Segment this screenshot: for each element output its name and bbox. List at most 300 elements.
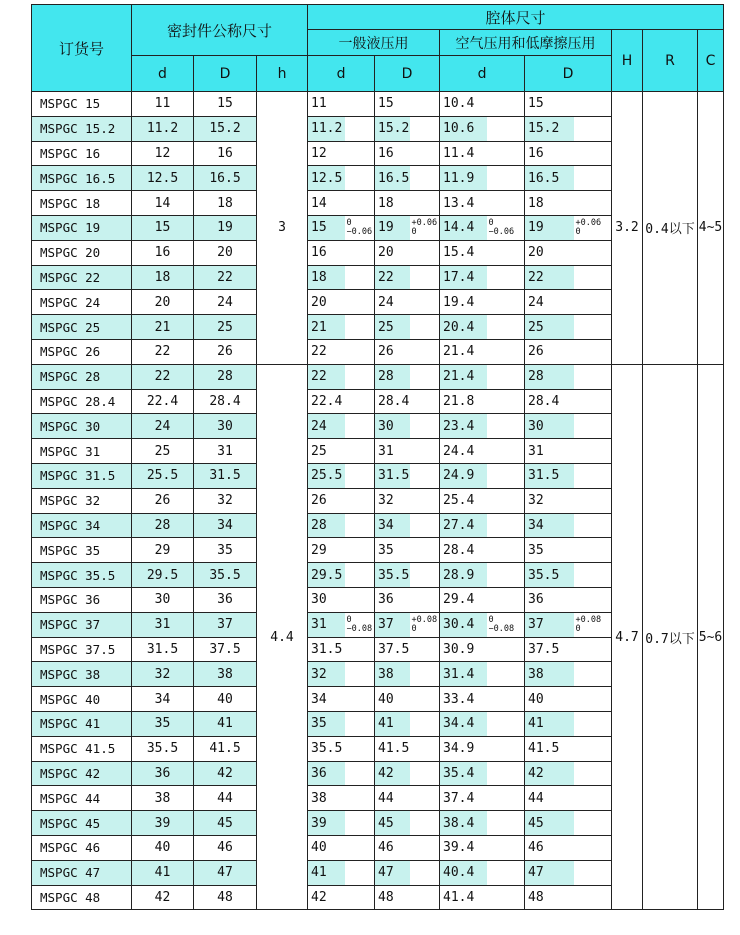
pneumatic-d-tolerance-cell xyxy=(487,687,525,712)
order-number-cell: MSPGC 47 xyxy=(32,860,132,885)
hydraulic-D-cell: 45 xyxy=(375,811,410,836)
pneumatic-D-tolerance-cell xyxy=(574,687,612,712)
pneumatic-d-cell: 17.4 xyxy=(440,265,487,290)
pneumatic-d-cell: 37.4 xyxy=(440,786,487,811)
seal-D-header: D xyxy=(194,56,257,92)
hydraulic-D-cell: 15.2 xyxy=(375,116,410,141)
pneumatic-d-cell: 30.9 xyxy=(440,637,487,662)
hydraulic-d-tolerance-cell xyxy=(345,191,375,216)
hydraulic-D-cell: 15 xyxy=(375,92,410,117)
order-number-cell: MSPGC 48 xyxy=(32,885,132,910)
seal-d-cell: 12 xyxy=(132,141,194,166)
tolerance-lower: 0 xyxy=(411,226,417,237)
seal-d-cell: 29.5 xyxy=(132,563,194,588)
pneumatic-d-cell: 10.4 xyxy=(440,92,487,117)
hydraulic-D-tolerance-cell xyxy=(410,265,440,290)
hydraulic-d-cell: 18 xyxy=(308,265,345,290)
hydraulic-d-tolerance-cell xyxy=(345,240,375,265)
pneumatic-D-cell: 42 xyxy=(525,761,574,786)
tolerance-lower: 0 xyxy=(575,623,581,634)
pneumatic-d-cell: 25.4 xyxy=(440,488,487,513)
seal-d-cell: 31.5 xyxy=(132,637,194,662)
seal-D-cell: 28.4 xyxy=(194,389,257,414)
hydraulic-D-tolerance-cell xyxy=(410,463,440,488)
order-number-cell: MSPGC 41.5 xyxy=(32,736,132,761)
general-hydraulic-header: 一般液压用 xyxy=(308,30,440,56)
pneumatic-d-cell: 34.9 xyxy=(440,736,487,761)
pneumatic-D-cell: 35.5 xyxy=(525,563,574,588)
seal-d-cell: 21 xyxy=(132,315,194,340)
seal-d-cell: 11.2 xyxy=(132,116,194,141)
hydraulic-D-cell: 40 xyxy=(375,687,410,712)
seal-D-cell: 25 xyxy=(194,315,257,340)
pneumatic-d-tolerance-cell xyxy=(487,662,525,687)
hydraulic-D-tolerance-cell xyxy=(410,240,440,265)
seal-d-cell: 20 xyxy=(132,290,194,315)
hydraulic-D-cell: 37.5 xyxy=(375,637,410,662)
pneumatic-d-tolerance-cell xyxy=(487,166,525,191)
hydraulic-d-cell: 11.2 xyxy=(308,116,345,141)
hydraulic-d-tolerance-cell xyxy=(345,811,375,836)
pneumatic-D-cell: 30 xyxy=(525,414,574,439)
order-number-cell: MSPGC 28.4 xyxy=(32,389,132,414)
hydraulic-d-cell: 22 xyxy=(308,339,345,364)
pneumatic-D-cell: 28.4 xyxy=(525,389,574,414)
hydraulic-D-tolerance-cell xyxy=(410,364,440,389)
seal-D-cell: 32 xyxy=(194,488,257,513)
hydraulic-d-tolerance-cell xyxy=(345,513,375,538)
hydraulic-D-tolerance-cell xyxy=(410,339,440,364)
pneumatic-D-tolerance-cell xyxy=(574,414,612,439)
hydraulic-D-cell: 48 xyxy=(375,885,410,910)
pneumatic-D-tolerance-cell xyxy=(574,191,612,216)
pneumatic-d-tolerance-cell xyxy=(487,463,525,488)
seal-D-cell: 28 xyxy=(194,364,257,389)
pneumatic-d-tolerance-cell xyxy=(487,141,525,166)
hydraulic-d-tolerance-cell xyxy=(345,687,375,712)
seal-D-cell: 41 xyxy=(194,711,257,736)
hydraulic-D-tolerance-cell xyxy=(410,116,440,141)
hydraulic-d-tolerance-cell xyxy=(345,488,375,513)
pneumatic-D-cell: 38 xyxy=(525,662,574,687)
table-row xyxy=(32,364,724,389)
hydraulic-D-cell: 44 xyxy=(375,786,410,811)
hydraulic-d-cell: 25.5 xyxy=(308,463,345,488)
pneumatic-D-cell: 28 xyxy=(525,364,574,389)
pneumatic-D-tolerance-cell xyxy=(574,736,612,761)
pneumatic-d-tolerance-cell xyxy=(487,92,525,117)
pneumatic-D-tolerance-cell xyxy=(574,761,612,786)
cavity-H-cell: 3.2 xyxy=(612,92,643,365)
hydraulic-D-cell: 18 xyxy=(375,191,410,216)
pneumatic-D-tolerance-cell xyxy=(574,662,612,687)
pneumatic-d-cell: 29.4 xyxy=(440,587,487,612)
hydraulic-D-tolerance-cell xyxy=(410,860,440,885)
pneumatic-D-tolerance-cell xyxy=(574,339,612,364)
pneumatic-d-tolerance-cell xyxy=(487,538,525,563)
hydraulic-D-cell: 32 xyxy=(375,488,410,513)
pneumatic-D-tolerance-cell xyxy=(574,439,612,464)
pneumatic-D-cell: 15.2 xyxy=(525,116,574,141)
hydraulic-d-cell: 35.5 xyxy=(308,736,345,761)
pneumatic-D-tolerance-cell xyxy=(574,389,612,414)
seal-D-cell: 18 xyxy=(194,191,257,216)
seal-d-cell: 18 xyxy=(132,265,194,290)
seal-D-cell: 44 xyxy=(194,786,257,811)
hydraulic-d-tolerance-cell xyxy=(345,92,375,117)
hydraulic-D-tolerance-cell xyxy=(410,587,440,612)
order-number-cell: MSPGC 46 xyxy=(32,835,132,860)
hydraulic-d-tolerance-cell xyxy=(345,339,375,364)
seal-D-cell: 40 xyxy=(194,687,257,712)
hydraulic-d-tolerance-cell xyxy=(345,141,375,166)
pneumatic-D-tolerance-cell xyxy=(574,92,612,117)
seal-D-cell: 30 xyxy=(194,414,257,439)
pneumatic-D-cell: 37.5 xyxy=(525,637,574,662)
pneumatic-D-cell: 26 xyxy=(525,339,574,364)
pneumatic-D-header: D xyxy=(525,56,612,92)
hydraulic-d-cell: 16 xyxy=(308,240,345,265)
hydraulic-d-tolerance-cell xyxy=(345,463,375,488)
pneumatic-d-cell: 14.4 xyxy=(440,215,487,240)
seal-D-cell: 31 xyxy=(194,439,257,464)
hydraulic-D-cell: 37 xyxy=(375,612,410,637)
order-number-cell: MSPGC 18 xyxy=(32,191,132,216)
hydraulic-d-tolerance-cell xyxy=(345,538,375,563)
order-number-cell: MSPGC 15.2 xyxy=(32,116,132,141)
pneumatic-d-tolerance-cell xyxy=(487,191,525,216)
hydraulic-D-tolerance-cell xyxy=(410,711,440,736)
hydraulic-d-tolerance-cell xyxy=(345,414,375,439)
order-number-cell: MSPGC 30 xyxy=(32,414,132,439)
pneumatic-d-tolerance-cell xyxy=(487,811,525,836)
table-header xyxy=(32,5,724,92)
col-H-header: H xyxy=(612,30,643,92)
pneumatic-d-tolerance-cell xyxy=(487,290,525,315)
hydraulic-d-cell: 41 xyxy=(308,860,345,885)
seal-d-cell: 14 xyxy=(132,191,194,216)
pneumatic-D-cell: 18 xyxy=(525,191,574,216)
pneumatic-D-cell: 15 xyxy=(525,92,574,117)
seal-d-cell: 16 xyxy=(132,240,194,265)
order-number-cell: MSPGC 20 xyxy=(32,240,132,265)
pneumatic-d-tolerance-cell xyxy=(487,860,525,885)
hydraulic-d-cell: 14 xyxy=(308,191,345,216)
hydraulic-d-cell: 22.4 xyxy=(308,389,345,414)
pneumatic-d-cell: 39.4 xyxy=(440,835,487,860)
pneumatic-d-cell: 28.4 xyxy=(440,538,487,563)
pneumatic-d-cell: 23.4 xyxy=(440,414,487,439)
pneumatic-d-header: d xyxy=(440,56,525,92)
seal-size-table-wrapper xyxy=(31,4,723,910)
pneumatic-d-cell: 10.6 xyxy=(440,116,487,141)
seal-d-cell: 38 xyxy=(132,786,194,811)
hydraulic-D-tolerance-cell xyxy=(410,439,440,464)
seal-d-cell: 41 xyxy=(132,860,194,885)
seal-D-cell: 24 xyxy=(194,290,257,315)
seal-D-cell: 45 xyxy=(194,811,257,836)
hydraulic-d-cell: 20 xyxy=(308,290,345,315)
pneumatic-D-cell: 44 xyxy=(525,786,574,811)
hydraulic-d-tolerance-cell xyxy=(345,885,375,910)
pneumatic-d-cell: 34.4 xyxy=(440,711,487,736)
pneumatic-D-cell: 16 xyxy=(525,141,574,166)
hydraulic-D-cell: 34 xyxy=(375,513,410,538)
seal-D-cell: 48 xyxy=(194,885,257,910)
pneumatic-low-friction-header: 空气压用和低摩擦压用 xyxy=(440,30,612,56)
seal-d-cell: 39 xyxy=(132,811,194,836)
seal-d-cell: 31 xyxy=(132,612,194,637)
hydraulic-D-tolerance-cell xyxy=(410,662,440,687)
pneumatic-d-cell: 20.4 xyxy=(440,315,487,340)
pneumatic-D-cell: 35 xyxy=(525,538,574,563)
hydraulic-D-cell: 35 xyxy=(375,538,410,563)
hydraulic-D-cell: 38 xyxy=(375,662,410,687)
tolerance-lower: −0.08 xyxy=(346,623,373,634)
hydraulic-d-cell: 28 xyxy=(308,513,345,538)
pneumatic-d-tolerance-cell xyxy=(487,265,525,290)
pneumatic-D-tolerance-cell xyxy=(574,612,612,637)
pneumatic-d-tolerance-cell xyxy=(487,711,525,736)
hydraulic-D-cell: 41 xyxy=(375,711,410,736)
pneumatic-d-cell: 27.4 xyxy=(440,513,487,538)
pneumatic-D-tolerance-cell xyxy=(574,463,612,488)
order-number-cell: MSPGC 28 xyxy=(32,364,132,389)
pneumatic-D-tolerance-cell xyxy=(574,538,612,563)
hydraulic-D-cell: 30 xyxy=(375,414,410,439)
pneumatic-D-cell: 31.5 xyxy=(525,463,574,488)
hydraulic-d-cell: 40 xyxy=(308,835,345,860)
hydraulic-D-tolerance-cell xyxy=(410,538,440,563)
seal-D-cell: 37.5 xyxy=(194,637,257,662)
order-number-cell: MSPGC 31 xyxy=(32,439,132,464)
pneumatic-d-tolerance-cell xyxy=(487,240,525,265)
seal-d-cell: 29 xyxy=(132,538,194,563)
pneumatic-D-cell: 25 xyxy=(525,315,574,340)
seal-d-cell: 32 xyxy=(132,662,194,687)
hydraulic-d-tolerance-cell xyxy=(345,612,375,637)
hydraulic-D-tolerance-cell xyxy=(410,786,440,811)
pneumatic-d-cell: 11.4 xyxy=(440,141,487,166)
seal-d-cell: 15 xyxy=(132,215,194,240)
seal-D-cell: 15 xyxy=(194,92,257,117)
hydraulic-D-cell: 16.5 xyxy=(375,166,410,191)
hydraulic-d-cell: 35 xyxy=(308,711,345,736)
col-C-header: C xyxy=(698,30,724,92)
seal-D-cell: 41.5 xyxy=(194,736,257,761)
hydraulic-D-tolerance-cell xyxy=(410,761,440,786)
pneumatic-d-tolerance-cell xyxy=(487,116,525,141)
pneumatic-D-tolerance-cell xyxy=(574,364,612,389)
pneumatic-D-cell: 22 xyxy=(525,265,574,290)
hydraulic-D-tolerance-cell xyxy=(410,612,440,637)
hydraulic-D-cell: 22 xyxy=(375,265,410,290)
seal-d-cell: 35 xyxy=(132,711,194,736)
hydraulic-d-tolerance-cell xyxy=(345,662,375,687)
pneumatic-D-tolerance-cell xyxy=(574,811,612,836)
pneumatic-d-cell: 15.4 xyxy=(440,240,487,265)
hydraulic-d-cell: 42 xyxy=(308,885,345,910)
hydraulic-D-cell: 35.5 xyxy=(375,563,410,588)
hydraulic-d-cell: 12 xyxy=(308,141,345,166)
hydraulic-d-cell: 25 xyxy=(308,439,345,464)
hydraulic-d-cell: 24 xyxy=(308,414,345,439)
hydraulic-d-cell: 30 xyxy=(308,587,345,612)
cavity-R-cell: 0.7以下 xyxy=(643,364,698,910)
hydraulic-D-tolerance-cell xyxy=(410,637,440,662)
order-number-cell: MSPGC 19 xyxy=(32,215,132,240)
seal-D-cell: 34 xyxy=(194,513,257,538)
cavity-C-cell: 4~5 xyxy=(698,92,724,365)
seal-h-cell: 4.4 xyxy=(257,364,308,910)
seal-d-cell: 36 xyxy=(132,761,194,786)
order-number-cell: MSPGC 15 xyxy=(32,92,132,117)
hydraulic-d-cell: 38 xyxy=(308,786,345,811)
hydraulic-D-tolerance-cell xyxy=(410,835,440,860)
hydraulic-D-tolerance-cell xyxy=(410,513,440,538)
seal-d-cell: 25.5 xyxy=(132,463,194,488)
cavity-H-cell: 4.7 xyxy=(612,364,643,910)
seal-d-cell: 22 xyxy=(132,364,194,389)
cavity-C-cell: 5~6 xyxy=(698,364,724,910)
hydraulic-d-cell: 15 xyxy=(308,215,345,240)
hydraulic-D-cell: 41.5 xyxy=(375,736,410,761)
pneumatic-D-cell: 24 xyxy=(525,290,574,315)
hydraulic-d-tolerance-cell xyxy=(345,439,375,464)
order-number-cell: MSPGC 26 xyxy=(32,339,132,364)
seal-d-cell: 22 xyxy=(132,339,194,364)
seal-D-cell: 47 xyxy=(194,860,257,885)
pneumatic-d-tolerance-cell xyxy=(487,439,525,464)
pneumatic-D-tolerance-cell xyxy=(574,860,612,885)
hydraulic-D-cell: 25 xyxy=(375,315,410,340)
hydraulic-D-tolerance-cell xyxy=(410,315,440,340)
pneumatic-D-tolerance-cell xyxy=(574,563,612,588)
pneumatic-D-tolerance-cell xyxy=(574,488,612,513)
hydraulic-d-tolerance-cell xyxy=(345,835,375,860)
seal-D-cell: 42 xyxy=(194,761,257,786)
pneumatic-d-cell: 40.4 xyxy=(440,860,487,885)
hydraulic-d-tolerance-cell xyxy=(345,761,375,786)
tolerance-lower: −0.06 xyxy=(346,226,373,237)
hydraulic-D-cell: 42 xyxy=(375,761,410,786)
pneumatic-D-cell: 31 xyxy=(525,439,574,464)
hydraulic-D-tolerance-cell xyxy=(410,166,440,191)
order-number-cell: MSPGC 37.5 xyxy=(32,637,132,662)
pneumatic-d-cell: 11.9 xyxy=(440,166,487,191)
pneumatic-D-tolerance-cell xyxy=(574,290,612,315)
seal-D-cell: 46 xyxy=(194,835,257,860)
hydraulic-d-tolerance-cell xyxy=(345,786,375,811)
tolerance-upper: +0.06 xyxy=(575,217,602,228)
seal-d-cell: 34 xyxy=(132,687,194,712)
seal-d-cell: 40 xyxy=(132,835,194,860)
pneumatic-d-cell: 30.4 xyxy=(440,612,487,637)
seal-d-cell: 35.5 xyxy=(132,736,194,761)
order-number-cell: MSPGC 24 xyxy=(32,290,132,315)
hydraulic-D-cell: 36 xyxy=(375,587,410,612)
pneumatic-D-tolerance-cell xyxy=(574,116,612,141)
pneumatic-D-cell: 34 xyxy=(525,513,574,538)
pneumatic-D-tolerance-cell xyxy=(574,885,612,910)
pneumatic-d-tolerance-cell xyxy=(487,736,525,761)
order-number-cell: MSPGC 44 xyxy=(32,786,132,811)
hydraulic-D-tolerance-cell xyxy=(410,885,440,910)
seal-D-cell: 15.2 xyxy=(194,116,257,141)
hydraulic-D-tolerance-cell xyxy=(410,215,440,240)
tolerance-upper: +0.08 xyxy=(575,614,602,625)
hydraulic-d-tolerance-cell xyxy=(345,637,375,662)
pneumatic-d-tolerance-cell xyxy=(487,364,525,389)
hydraulic-d-cell: 34 xyxy=(308,687,345,712)
pneumatic-D-cell: 48 xyxy=(525,885,574,910)
hydraulic-D-cell: 16 xyxy=(375,141,410,166)
hydraulic-d-tolerance-cell xyxy=(345,290,375,315)
pneumatic-D-tolerance-cell xyxy=(574,315,612,340)
col-R-header: R xyxy=(643,30,698,92)
hydraulic-d-cell: 11 xyxy=(308,92,345,117)
seal-D-cell: 37 xyxy=(194,612,257,637)
hydraulic-D-cell: 47 xyxy=(375,860,410,885)
seal-size-table xyxy=(31,4,724,910)
pneumatic-D-cell: 19 xyxy=(525,215,574,240)
hydraulic-D-cell: 28.4 xyxy=(375,389,410,414)
order-number-cell: MSPGC 16 xyxy=(32,141,132,166)
order-number-cell: MSPGC 34 xyxy=(32,513,132,538)
pneumatic-d-tolerance-cell xyxy=(487,389,525,414)
pneumatic-D-tolerance-cell xyxy=(574,240,612,265)
hydraulic-d-tolerance-cell xyxy=(345,587,375,612)
pneumatic-d-cell: 19.4 xyxy=(440,290,487,315)
order-number-cell: MSPGC 36 xyxy=(32,587,132,612)
order-number-cell: MSPGC 35.5 xyxy=(32,563,132,588)
seal-d-cell: 42 xyxy=(132,885,194,910)
hydraulic-d-cell: 21 xyxy=(308,315,345,340)
pneumatic-d-tolerance-cell xyxy=(487,339,525,364)
hydraulic-D-tolerance-cell xyxy=(410,141,440,166)
pneumatic-d-tolerance-cell xyxy=(487,587,525,612)
seal-nominal-size-header: 密封件公称尺寸 xyxy=(132,5,308,56)
hydraulic-D-cell: 28 xyxy=(375,364,410,389)
order-number-cell: MSPGC 45 xyxy=(32,811,132,836)
hydraulic-d-header: d xyxy=(308,56,375,92)
pneumatic-d-cell: 21.4 xyxy=(440,364,487,389)
hydraulic-D-tolerance-cell xyxy=(410,414,440,439)
hydraulic-d-tolerance-cell xyxy=(345,389,375,414)
order-number-cell: MSPGC 41 xyxy=(32,711,132,736)
seal-d-cell: 12.5 xyxy=(132,166,194,191)
pneumatic-D-tolerance-cell xyxy=(574,637,612,662)
pneumatic-D-cell: 32 xyxy=(525,488,574,513)
tolerance-lower: 0 xyxy=(411,623,417,634)
pneumatic-d-tolerance-cell xyxy=(487,612,525,637)
pneumatic-d-tolerance-cell xyxy=(487,215,525,240)
order-number-cell: MSPGC 31.5 xyxy=(32,463,132,488)
pneumatic-d-tolerance-cell xyxy=(487,786,525,811)
hydraulic-d-tolerance-cell xyxy=(345,860,375,885)
hydraulic-d-tolerance-cell xyxy=(345,364,375,389)
hydraulic-d-cell: 12.5 xyxy=(308,166,345,191)
hydraulic-D-cell: 19 xyxy=(375,215,410,240)
order-number-header: 订货号 xyxy=(32,5,132,92)
order-number-cell: MSPGC 37 xyxy=(32,612,132,637)
seal-D-cell: 16.5 xyxy=(194,166,257,191)
hydraulic-d-cell: 31 xyxy=(308,612,345,637)
pneumatic-D-tolerance-cell xyxy=(574,587,612,612)
seal-d-cell: 25 xyxy=(132,439,194,464)
order-number-cell: MSPGC 16.5 xyxy=(32,166,132,191)
hydraulic-D-tolerance-cell xyxy=(410,191,440,216)
